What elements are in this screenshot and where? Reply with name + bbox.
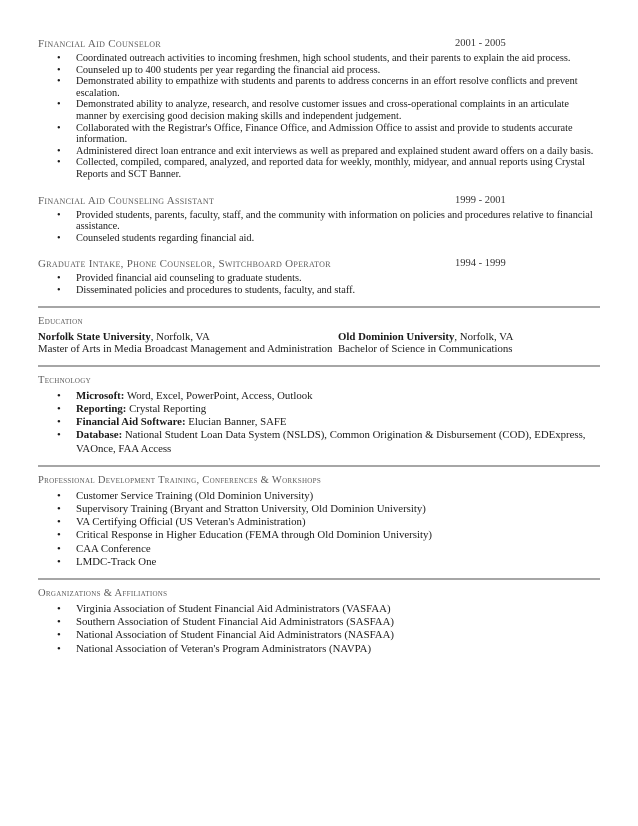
section-divider bbox=[38, 578, 600, 580]
list-item: • Demonstrated ability to analyze, research, and resolve customer issues and cross-operational complaints in an articulate manner by exercising good decision making skills and independent judgement. bbox=[38, 99, 600, 122]
section-title-organizations: Organizations & Affiliations bbox=[38, 587, 168, 599]
job-header bbox=[38, 38, 600, 52]
item-label: Microsoft: bbox=[76, 389, 125, 402]
section-divider bbox=[38, 465, 600, 467]
list-item bbox=[38, 403, 600, 416]
technology-list bbox=[38, 390, 600, 456]
job-dates: 2001 - 2005 bbox=[455, 38, 506, 49]
section-title-development: Professional Development Training, Conferences & Workshops bbox=[38, 474, 322, 486]
list-item: • Collected, compiled, compared, analyzed, and reported data for weekly, monthly, midyear, and annual reports using Crystal Reports and SCT Banner. bbox=[38, 157, 600, 180]
education-block bbox=[38, 331, 600, 356]
list-item: • Critical Response in Higher Education (FEMA through Old Dominion University) bbox=[38, 529, 600, 542]
list-item: • VA Certifying Official (US Veteran's Administration) bbox=[38, 516, 600, 529]
education-entry bbox=[338, 331, 600, 356]
list-item: • Virginia Association of Student Financial Aid Administrators (VASFAA) bbox=[38, 603, 600, 616]
job-bullets bbox=[38, 273, 600, 296]
item-label: Database: bbox=[76, 429, 123, 442]
degree: Bachelor of Science in Communications bbox=[338, 343, 513, 356]
list-item: • Demonstrated ability to empathize with students and parents to address concerns in an effort resolve conflicts and prevent escalation. bbox=[38, 76, 600, 99]
list-item: • National Association of Student Financial Aid Administrators (NASFAA) bbox=[38, 629, 600, 642]
school-name: Old Dominion University bbox=[338, 330, 455, 343]
list-item: • Administered direct loan entrance and exit interviews as well as prepared and explained student award offers on a daily basis. bbox=[38, 146, 600, 158]
section-title-education: Education bbox=[38, 315, 83, 327]
job-bullets bbox=[38, 210, 600, 245]
school-location: , Norfolk, VA bbox=[150, 330, 210, 343]
item-label: Financial Aid Software: bbox=[76, 416, 186, 429]
section-title-technology: Technology bbox=[38, 374, 91, 386]
list-item: • Collaborated with the Registrar's Office, Finance Office, and Admission Office to assist and provide to students accurate information. bbox=[38, 123, 600, 146]
degree: Master of Arts in Media Broadcast Management and Administration bbox=[38, 343, 333, 356]
item-label: Reporting: bbox=[76, 402, 127, 415]
list-item: • Counseled students regarding financial aid. bbox=[38, 233, 600, 245]
job-dates: 1999 - 2001 bbox=[455, 194, 506, 206]
school-name: Norfolk State University bbox=[38, 330, 151, 343]
job-title: Financial Aid Counselor bbox=[38, 38, 161, 50]
item-text: National Student Loan Data System (NSLDS), Common Origination & Disbursement (COD), EDExpress, VAOnce, FAA Access bbox=[76, 429, 586, 455]
job-bullets bbox=[38, 53, 600, 181]
list-item bbox=[38, 429, 600, 455]
resume-page bbox=[38, 38, 600, 656]
list-item: • CAA Conference bbox=[38, 543, 600, 556]
list-item: • Disseminated policies and procedures to students, faculty, and staff. bbox=[38, 285, 600, 297]
job-header bbox=[38, 195, 600, 209]
organizations-list bbox=[38, 603, 600, 656]
list-item: • Provided students, parents, faculty, staff, and the community with information on policies and procedures relative to financial assistance. bbox=[38, 210, 600, 233]
list-item: • Customer Service Training (Old Dominion University) bbox=[38, 490, 600, 503]
list-item bbox=[38, 390, 600, 403]
list-item: • LMDC-Track One bbox=[38, 556, 600, 569]
education-entry bbox=[38, 331, 338, 356]
section-divider bbox=[38, 306, 600, 308]
list-item: • Coordinated outreach activities to incoming freshmen, high school students, and their parents to explain the aid process. bbox=[38, 53, 600, 65]
item-text: Elucian Banner, SAFE bbox=[185, 416, 287, 429]
item-text: Crystal Reporting bbox=[126, 402, 207, 415]
list-item: • Provided financial aid counseling to graduate students. bbox=[38, 273, 600, 285]
school-location: , Norfolk, VA bbox=[454, 330, 514, 343]
item-text: Word, Excel, PowerPoint, Access, Outlook bbox=[124, 389, 313, 402]
job-header bbox=[38, 258, 600, 272]
list-item: • Supervisory Training (Bryant and Stratton University, Old Dominion University) bbox=[38, 503, 600, 516]
list-item: • National Association of Veteran's Program Administrators (NAVPA) bbox=[38, 643, 600, 656]
job-title: Graduate Intake, Phone Counselor, Switchboard Operator bbox=[38, 258, 331, 271]
job-title: Financial Aid Counseling Assistant bbox=[38, 194, 215, 207]
section-divider bbox=[38, 365, 600, 367]
job-dates: 1994 - 1999 bbox=[455, 258, 506, 270]
list-item: • Counseled up to 400 students per year regarding the financial aid process. bbox=[38, 65, 600, 77]
development-list bbox=[38, 490, 600, 569]
list-item bbox=[38, 416, 600, 429]
list-item: • Southern Association of Student Financial Aid Administrators (SASFAA) bbox=[38, 616, 600, 629]
